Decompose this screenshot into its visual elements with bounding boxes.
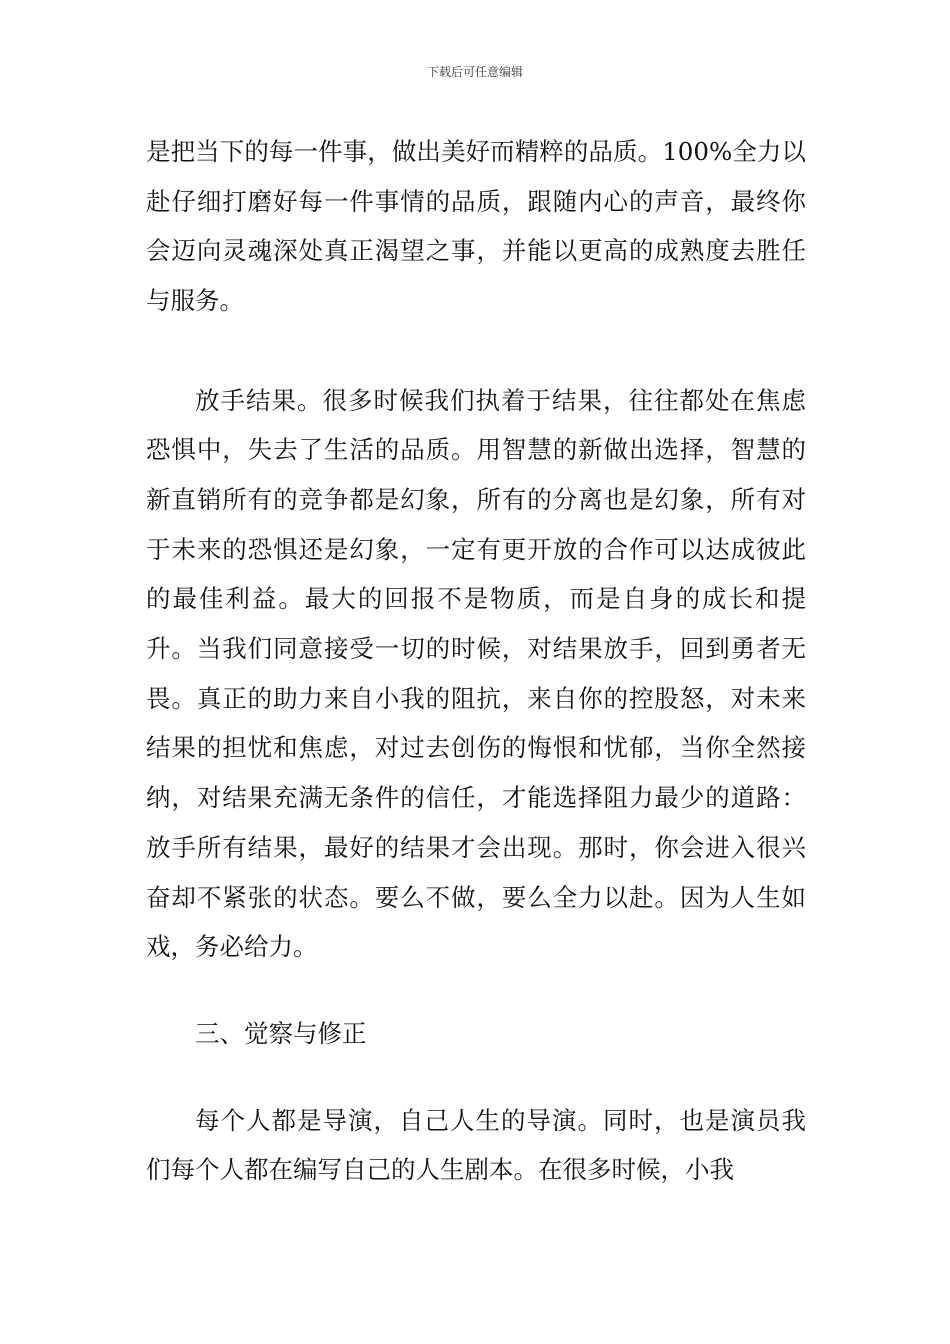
page-header: 下载后可任意编辑 <box>426 65 523 79</box>
paragraph-spacer <box>146 326 806 376</box>
paragraph-spacer <box>146 972 806 1009</box>
paragraph-release-results: 放手结果。很多时候我们执着于结果，往往都处在焦虑恐惧中，失去了生活的品质。用智慧的新做出选择，智慧的新直销所有的竞争都是幻象，所有的分离也是幻象，所有对于未来的恐惧还是幻象，一定有更开放的合作可以达成彼此的最佳利益。最大的回报不是物质，而是自身的成长和提升。当我们同意接受一切的时候，对结果放手，回到勇者无畏。真正的助力来自小我的阻抗，来自你的控股怒，对未来结果的担忧和焦虑，对过去创伤的悔恨和忧郁，当你全然接纳，对结果充满无条件的信任，才能选择阻力最少的道路：放手所有结果，最好的结果才会出现。那时，你会进入很兴奋却不紧张的状态。要么不做，要么全力以赴。因为人生如戏，务必给力。 <box>146 385 806 962</box>
paragraph-continuation: 是把当下的每一件事，做出美好而精粹的品质。100%全力以赴仔细打磨好每一件事情的品质，跟随内心的声音，最终你会迈向灵魂深处真正渴望之事，并能以更高的成熟度去胜任与服务。 <box>146 137 806 316</box>
paragraph-director: 每个人都是导演，自己人生的导演。同时，也是演员我们每个人都在编写自己的人生剧本。在很多时候，小我 <box>146 1105 806 1185</box>
section-heading: 三、觉察与修正 <box>195 1018 367 1048</box>
document-body <box>146 127 806 1195</box>
paragraph-spacer <box>146 1059 806 1096</box>
